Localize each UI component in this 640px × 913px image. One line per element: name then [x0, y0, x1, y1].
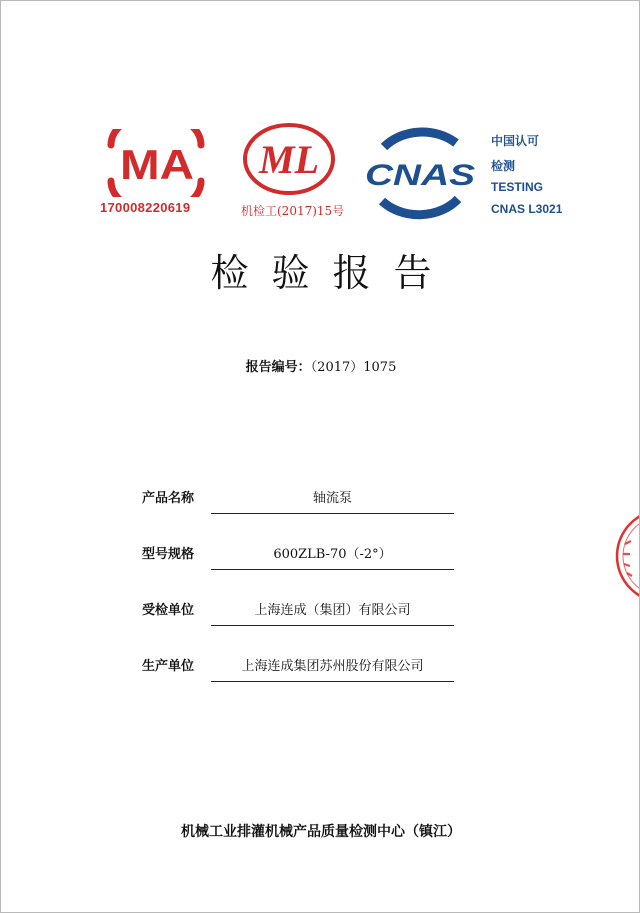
cma-mark-icon [97, 129, 215, 197]
cnas-label-testing: TESTING [491, 180, 544, 194]
cnas-logo-text: CNAS [365, 159, 475, 192]
model-spec-underline [211, 569, 454, 570]
report-number-value: （2017）1075 [310, 360, 397, 375]
inspected-unit-label: 受检单位 [142, 603, 195, 618]
manufacturer-value: 上海连成集团苏州股份有限公司 [241, 659, 424, 674]
ml-approval-code: 机检工(2017)15号 [241, 204, 345, 218]
red-seal-stamp-icon [611, 506, 640, 606]
model-spec-label: 型号规格 [142, 547, 195, 562]
ml-logo-text: ML [259, 137, 319, 182]
cnas-label-cn-accreditation: 中国认可 [491, 134, 540, 148]
inspected-unit-underline [211, 625, 454, 626]
report-number [1, 356, 640, 375]
cnas-accreditation-number: CNAS L3021 [491, 202, 563, 216]
ma-certificate-code: 170008220619 [100, 200, 191, 215]
product-name-label: 产品名称 [142, 491, 195, 506]
inspected-unit-value: 上海连成（集团）有限公司 [254, 603, 411, 618]
manufacturer-label: 生产单位 [142, 659, 195, 674]
model-spec-value: 600ZLB-70（-2°） [273, 547, 392, 562]
cnas-label-cn-testing: 检测 [491, 159, 516, 173]
issuing-center: 机械工业排灌机械产品质量检测中心（镇江） [181, 824, 461, 840]
report-number-label: 报告编号： [245, 360, 311, 375]
manufacturer-underline [211, 681, 454, 682]
ml-mark-icon [241, 121, 337, 197]
product-name-underline [211, 513, 454, 514]
report-title: 检验报告 [210, 251, 455, 295]
cnas-mark-icon [358, 125, 482, 221]
ma-logo-text: MA [120, 141, 194, 188]
product-name-value: 轴流泵 [312, 491, 352, 506]
